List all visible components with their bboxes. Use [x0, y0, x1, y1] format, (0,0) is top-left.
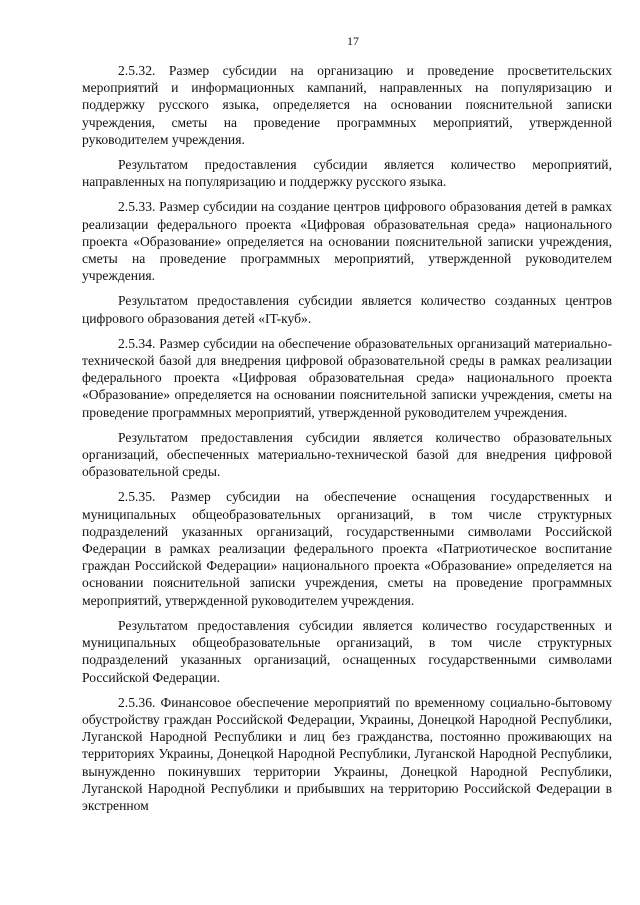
- paragraph-2-5-32: 2.5.32. Размер субсидии на организацию и проведение просветительских мероприятий и информационных кампаний, направленных на популяризацию и поддержку русского языка, определяется на основании пояснительной записки учреждения, сметы на проведение программных мероприятий, утвержденной руководителем учреждения.: [82, 63, 612, 147]
- paragraph-2-5-36: 2.5.36. Финансовое обеспечение мероприятий по временному социально-бытовому обустройству граждан Российской Федерации, Украины, Донецкой Народной Республики, Луганской Народной Республики и лиц без гражданства, постоянно проживающих на территориях Украины, Донецкой Народной Республики, Луганской Народной Республики, вынужденно покинувших территории Украины, Донецкой Народной Республики, Луганской Народной Республики и прибывших на территорию Российской Федерации в экстренном: [82, 694, 612, 813]
- page-number: 17: [347, 34, 359, 48]
- paragraph-2-5-34: 2.5.34. Размер субсидии на обеспечение образовательных организаций материально-технической базой для внедрения цифровой образовательной среды в рамках реализации федерального проекта «Цифровая образовательная среда» национального проекта «Образование» определяется на основании пояснительной записки учреждения, сметы на проведение программных мероприятий, утвержденной руководителем учреждения.: [82, 335, 612, 420]
- paragraph-result-2-5-35: Результатом предоставления субсидии является количество государственных и муниципальных общеобразовательные организаций, в том числе структурных подразделений указанных организаций, оснащенных государственными символами Российской Федерации.: [82, 617, 612, 685]
- paragraph-2-5-33: 2.5.33. Размер субсидии на создание центров цифрового образования детей в рамках реализации федерального проекта «Цифровая образовательная среда» национального проекта «Образование» определяется на основании пояснительной записки учреждения, сметы на проведение программных мероприятий, утвержденной руководителем учреждения.: [82, 199, 612, 284]
- paragraph-result-2-5-33: Результатом предоставления субсидии является количество созданных центров цифрового образования детей «IT-куб».: [82, 293, 612, 326]
- paragraph-result-2-5-34: Результатом предоставления субсидии является количество образовательных организаций, обеспеченных материально-технической базой для внедрения цифровой образовательной среды.: [82, 429, 612, 480]
- paragraph-2-5-35: 2.5.35. Размер субсидии на обеспечение оснащения государственных и муниципальных общеобразовательных организаций, в том числе структурных подразделений указанных организаций, государственными символами Российской Федерации в рамках реализации федерального проекта «Патриотическое воспитание граждан Российской Федерации» национального проекта «Образование» определяется на основании пояснительной записки учреждения, сметы на проведение программных мероприятий, утвержденной руководителем учреждения.: [82, 489, 612, 608]
- paragraph-result-2-5-32: Результатом предоставления субсидии является количество мероприятий, направленных на популяризацию и поддержку русского языка.: [82, 157, 612, 190]
